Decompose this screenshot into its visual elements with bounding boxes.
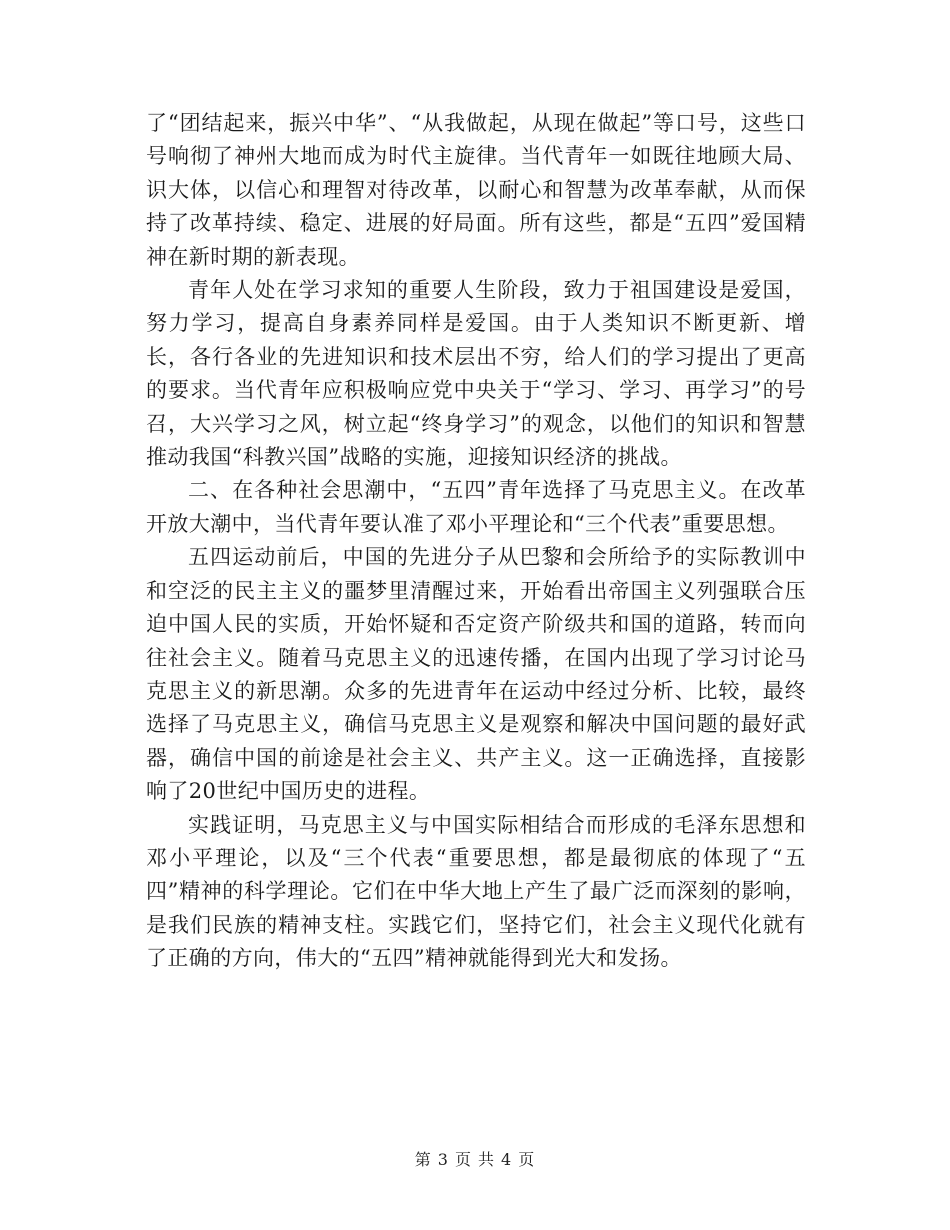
footer-suffix: 页 (518, 1150, 536, 1169)
footer-middle: 页 共 (454, 1150, 496, 1169)
paragraph-3: 二、在各种社会思潮中，“五四”青年选择了马克思主义。在改革开放大潮中，当代青年要认准了邓小平理论和“三个代表”重要思想。 (146, 478, 806, 536)
paragraph-5: 实践证明，马克思主义与中国实际相结合而形成的毛泽东思想和邓小平理论，以及“三个代表“重要思想，都是最彻底的体现了“五四”精神的科学理论。它们在中华大地上产生了最广泛而深刻的影响，是我们民族的精神支柱。实践它们，坚持它们，社会主义现代化就有了正确的方向，伟大的“五四”精神就能得到光大和发扬。 (146, 812, 806, 971)
paragraph-4: 五四运动前后，中国的先进分子从巴黎和会所给予的实际教训中和空泛的民主主义的噩梦里清醒过来，开始看出帝国主义列强联合压迫中国人民的实质，开始怀疑和否定资产阶级共和国的道路，转而向往社会主义。随着马克思主义的迅速传播，在国内出现了学习讨论马克思主义的新思潮。众多的先进青年在运动中经过分析、比较，最终选择了马克思主义，确信马克思主义是观察和解决中国问题的最好武器，确信中国的前途是社会主义、共产主义。这一正确选择，直接影响了20世纪中国历史的进程。 (146, 545, 806, 804)
page-footer (0, 1147, 950, 1170)
document-body (146, 107, 806, 976)
paragraph-1: 了“团结起来，振兴中华”、“从我做起，从现在做起”等口号，这些口号响彻了神州大地而成为时代主旋律。当代青年一如既往地顾大局、识大体，以信心和理智对待改革，以耐心和智慧为改革奉献，从而保持了改革持续、稳定、进展的好局面。所有这些，都是“五四”爱国精神在新时期的新表现。 (146, 111, 806, 269)
footer-prefix: 第 (414, 1150, 432, 1169)
paragraph-2: 青年人处在学习求知的重要人生阶段，致力于祖国建设是爱国，努力学习，提高自身素养同样是爱国。由于人类知识不断更新、增长，各行各业的先进知识和技术层出不穷，给人们的学习提出了更高的要求。当代青年应积极响应党中央关于“学习、学习、再学习”的号召，大兴学习之风，树立起“终身学习”的观念，以他们的知识和智慧推动我国“科教兴国”战略的实施，迎接知识经济的挑战。 (146, 278, 806, 470)
footer-current-page: 3 (437, 1150, 449, 1169)
footer-total-pages: 4 (501, 1150, 513, 1169)
